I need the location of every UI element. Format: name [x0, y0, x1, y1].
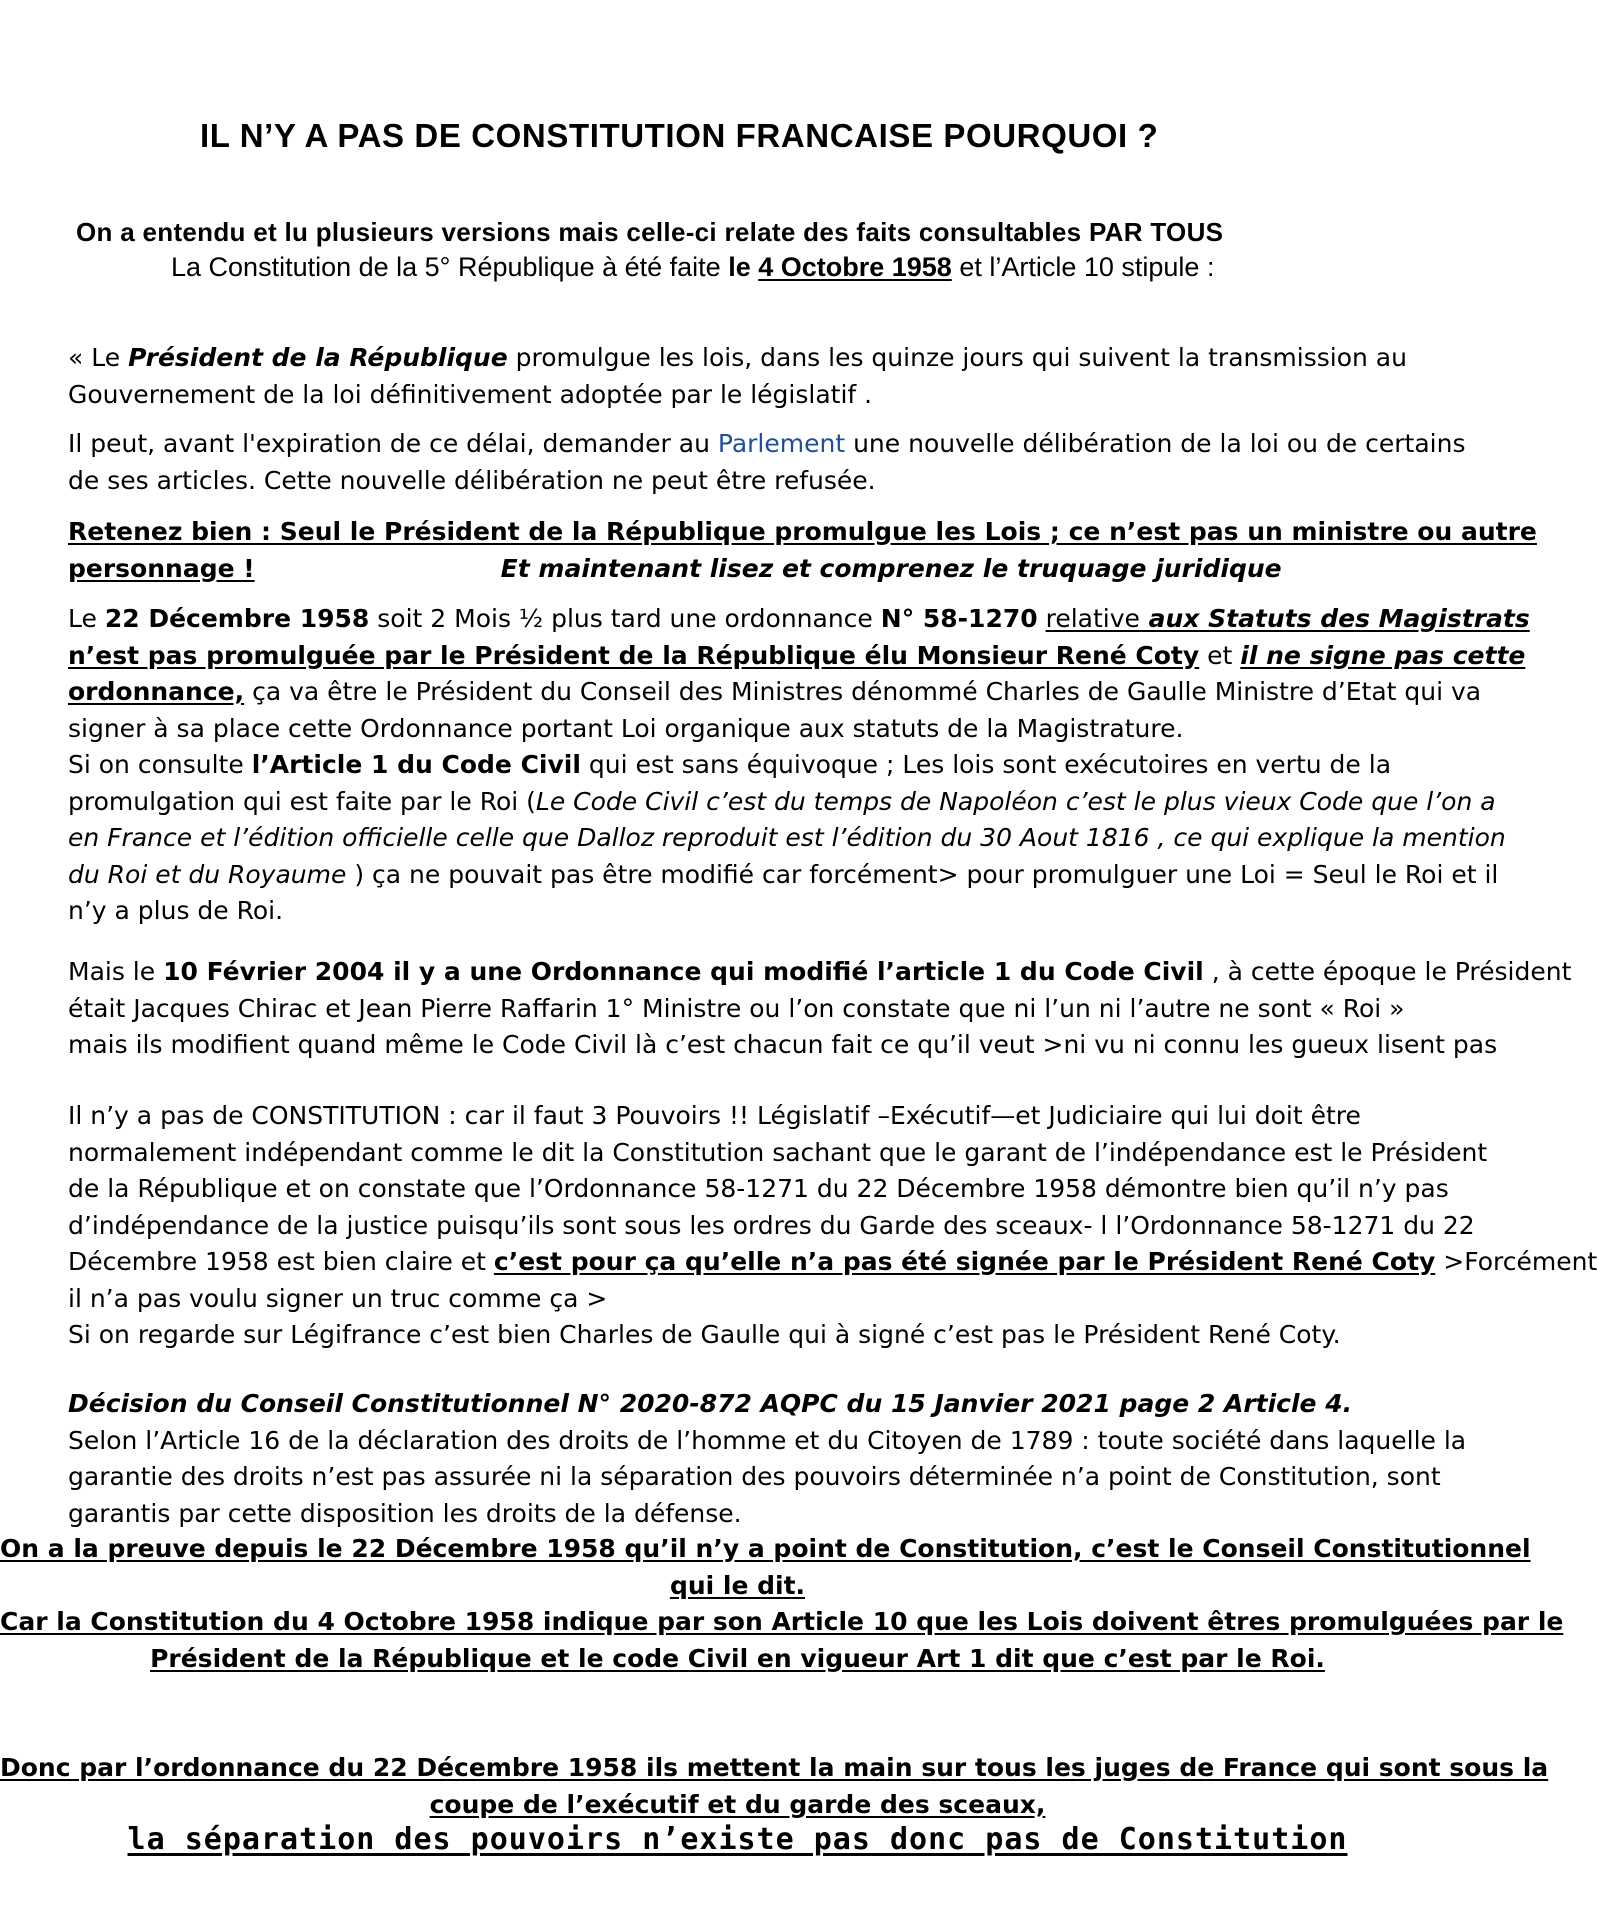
retenez-blank [255, 551, 501, 588]
p1-text: Si on consulte [68, 750, 252, 779]
p2-text: était Jacques Chirac et Jean Pierre Raffarin 1° Ministre ou l’on constate que ni l’un ni l’autre ne sont « Roi » [68, 993, 1405, 1023]
page-subtitle: On a entendu et lu plusieurs versions mais celle-ci relate des faits consultables PAR TOUS [76, 217, 1224, 247]
quote-block-2 [68, 426, 1465, 499]
p1-text: promulgation qui est faite par le Roi ( [68, 786, 536, 816]
quote-block [68, 340, 1407, 413]
p1-italic: en France et l’édition officielle celle que Dalloz reproduit est l’édition du 30 Aout 1816 , ce qui explique la mention [68, 823, 1506, 852]
conclusion-line: Président de la République et le code Civil en vigueur Art 1 dit que c’est par le Roi. [150, 1643, 1325, 1673]
quote-text: de ses articles. Cette nouvelle délibération ne peut être refusée. [68, 465, 876, 495]
p1-statuts: aux Statuts des Magistrats [1139, 604, 1530, 633]
parlement-link[interactable]: Parlement [717, 429, 846, 458]
p3-text: >Forcément [1435, 1247, 1597, 1276]
conclusion-line: qui le dit. [669, 1570, 806, 1600]
p4-decision: Décision du Conseil Constitutionnel N° 2020-872 AQPC du 15 Janvier 2021 page 2 Article 4. [68, 1389, 1353, 1418]
retenez-maintenant: Et maintenant lisez et comprenez le truquage juridique [500, 553, 1282, 583]
conclusion-line: On a la preuve depuis le 22 Décembre 1958 qu’il n’y a point de Constitution, c’est le Conseil Constitutionnel [0, 1534, 1531, 1563]
page-title: IL N’Y A PAS DE CONSTITUTION FRANCAISE POURQUOI ? [200, 117, 1159, 154]
paragraph-decision [68, 1386, 1466, 1532]
p4-text: garantie des droits n’est pas assurée ni la séparation des pouvoirs déterminée n’a point de Constitution, sont [68, 1462, 1441, 1491]
paragraph-pouvoirs [68, 1098, 1597, 1354]
conclusion-line: Car la Constitution du 4 Octobre 1958 indique par son Article 10 que les Lois doivent êtres promulguées par le [0, 1607, 1564, 1636]
p3-text: normalement indépendant comme le dit la Constitution sachant que le garant de l’indépendance est le Président [68, 1137, 1488, 1167]
p1-text: n’y a plus de Roi. [68, 896, 284, 925]
p1-ordonnance: ordonnance, [68, 677, 245, 706]
intro-line [171, 252, 1214, 283]
quote-text: Gouvernement de la loi définitivement adoptée par le législatif . [68, 379, 873, 409]
p1-number: N° 58-1270 [880, 604, 1038, 633]
p1-text: et [1199, 640, 1241, 670]
p1-text: ) ça ne pouvait pas être modifié car forcément> pour promulguer une Loi = Seul le Roi et il [346, 859, 1499, 889]
p1-text: signer à sa place cette Ordonnance portant Loi organique aux statuts de la Magistrature. [68, 713, 1184, 743]
p2-text: , à cette époque le Président [1203, 957, 1572, 986]
retenez-personnage: personnage ! [68, 553, 255, 583]
p3-text: Si on regarde sur Légifrance c’est bien Charles de Gaulle qui à signé c’est pas le Président René Coty. [68, 1320, 1341, 1349]
p1-article-1: l’Article 1 du Code Civil [251, 750, 581, 779]
p1-text: soit 2 Mois ½ plus tard une ordonnance [369, 604, 881, 633]
p1-italic: du Roi et du Royaume [68, 859, 347, 889]
conclusion-line: coupe de l’exécutif et du garde des sceaux, [429, 1789, 1046, 1819]
p2-bold: 10 Février 2004 il y a une Ordonnance qui modifié l’article 1 du Code Civil [163, 957, 1204, 986]
p1-text: ça va être le Président du Conseil des Ministres dénommé Charles de Gaulle Ministre d’Etat qui va [244, 677, 1482, 706]
quote-text: « Le [68, 343, 129, 372]
p3-bold: c’est pour ça qu’elle n’a pas été signée par le Président René Coty [493, 1247, 1436, 1276]
conclusion-block-2 [0, 1750, 1549, 1823]
paragraph-2004 [68, 954, 1571, 1064]
p1-date: 22 Décembre 1958 [104, 604, 370, 633]
p4-text: Selon l’Article 16 de la déclaration des droits de l’homme et du Citoyen de 1789 : toute société dans laquelle la [68, 1425, 1467, 1455]
intro-le: le [728, 252, 759, 282]
p1-text: qui est sans équivoque ; Les lois sont exécutoires en vertu de la [580, 750, 1392, 779]
p3-text: il n’a pas voulu signer un truc comme ça > [68, 1283, 608, 1313]
quote-text: promulgue les lois, dans les quinze jours qui suivent la transmission au [507, 343, 1407, 372]
intro-date: 4 Octobre 1958 [758, 252, 952, 282]
retenez-line: Retenez bien : Seul le Président de la République promulgue les Lois ; ce n’est pas un ministre ou autre [68, 517, 1537, 546]
p1-not-signed: il ne signe pas cette [1240, 640, 1526, 670]
p3-text: Il n’y a pas de CONSTITUTION : car il faut 3 Pouvoirs !! Législatif –Exécutif—et Judiciaire qui lui doit être [68, 1101, 1361, 1130]
p3-text: Décembre 1958 est bien claire et [68, 1247, 494, 1276]
quote-text: Il peut, avant l'expiration de ce délai, demander au [68, 429, 718, 458]
p2-text: mais ils modifient quand même le Code Civil là c’est chacun fait ce qu’il veut >ni vu ni connu les gueux lisent pas [68, 1030, 1498, 1059]
p3-text: d’indépendance de la justice puisqu’ils sont sous les ordres du Garde des sceaux- l l’Ordonnance 58-1271 du 22 [68, 1210, 1475, 1240]
p4-text: garantis par cette disposition les droits de la défense. [68, 1498, 742, 1528]
p1-italic: Le Code Civil c’est du temps de Napoléon c’est le plus vieux Code que l’on a [535, 786, 1496, 816]
conclusion-line: Donc par l’ordonnance du 22 Décembre 1958 ils mettent la main sur tous les juges de France qui sont sous la [0, 1753, 1549, 1782]
intro-end: et l’Article 10 stipule : [951, 252, 1215, 282]
p3-text: de la République et on constate que l’Ordonnance 58-1271 du 22 Décembre 1958 démontre bien qu’il n’y pas [68, 1174, 1449, 1203]
retenez-block [68, 514, 1537, 587]
final-statement: la séparation des pouvoirs n’existe pas donc pas de Constitution [127, 1822, 1348, 1857]
p2-text: Mais le [68, 957, 164, 986]
quote-president: Président de la République [128, 343, 508, 372]
conclusion-block [0, 1531, 1564, 1677]
p1-not-promulgated: n’est pas promulguée par le Président de la République élu Monsieur René Coty [68, 640, 1200, 670]
paragraph-ordonnance [68, 601, 1530, 930]
p1-relative: relative [1045, 604, 1140, 633]
intro-text: La Constitution de la 5° République à été faite [171, 252, 729, 282]
p1-text: Le [68, 604, 105, 633]
quote-text: une nouvelle délibération de la loi ou de certains [845, 429, 1466, 458]
